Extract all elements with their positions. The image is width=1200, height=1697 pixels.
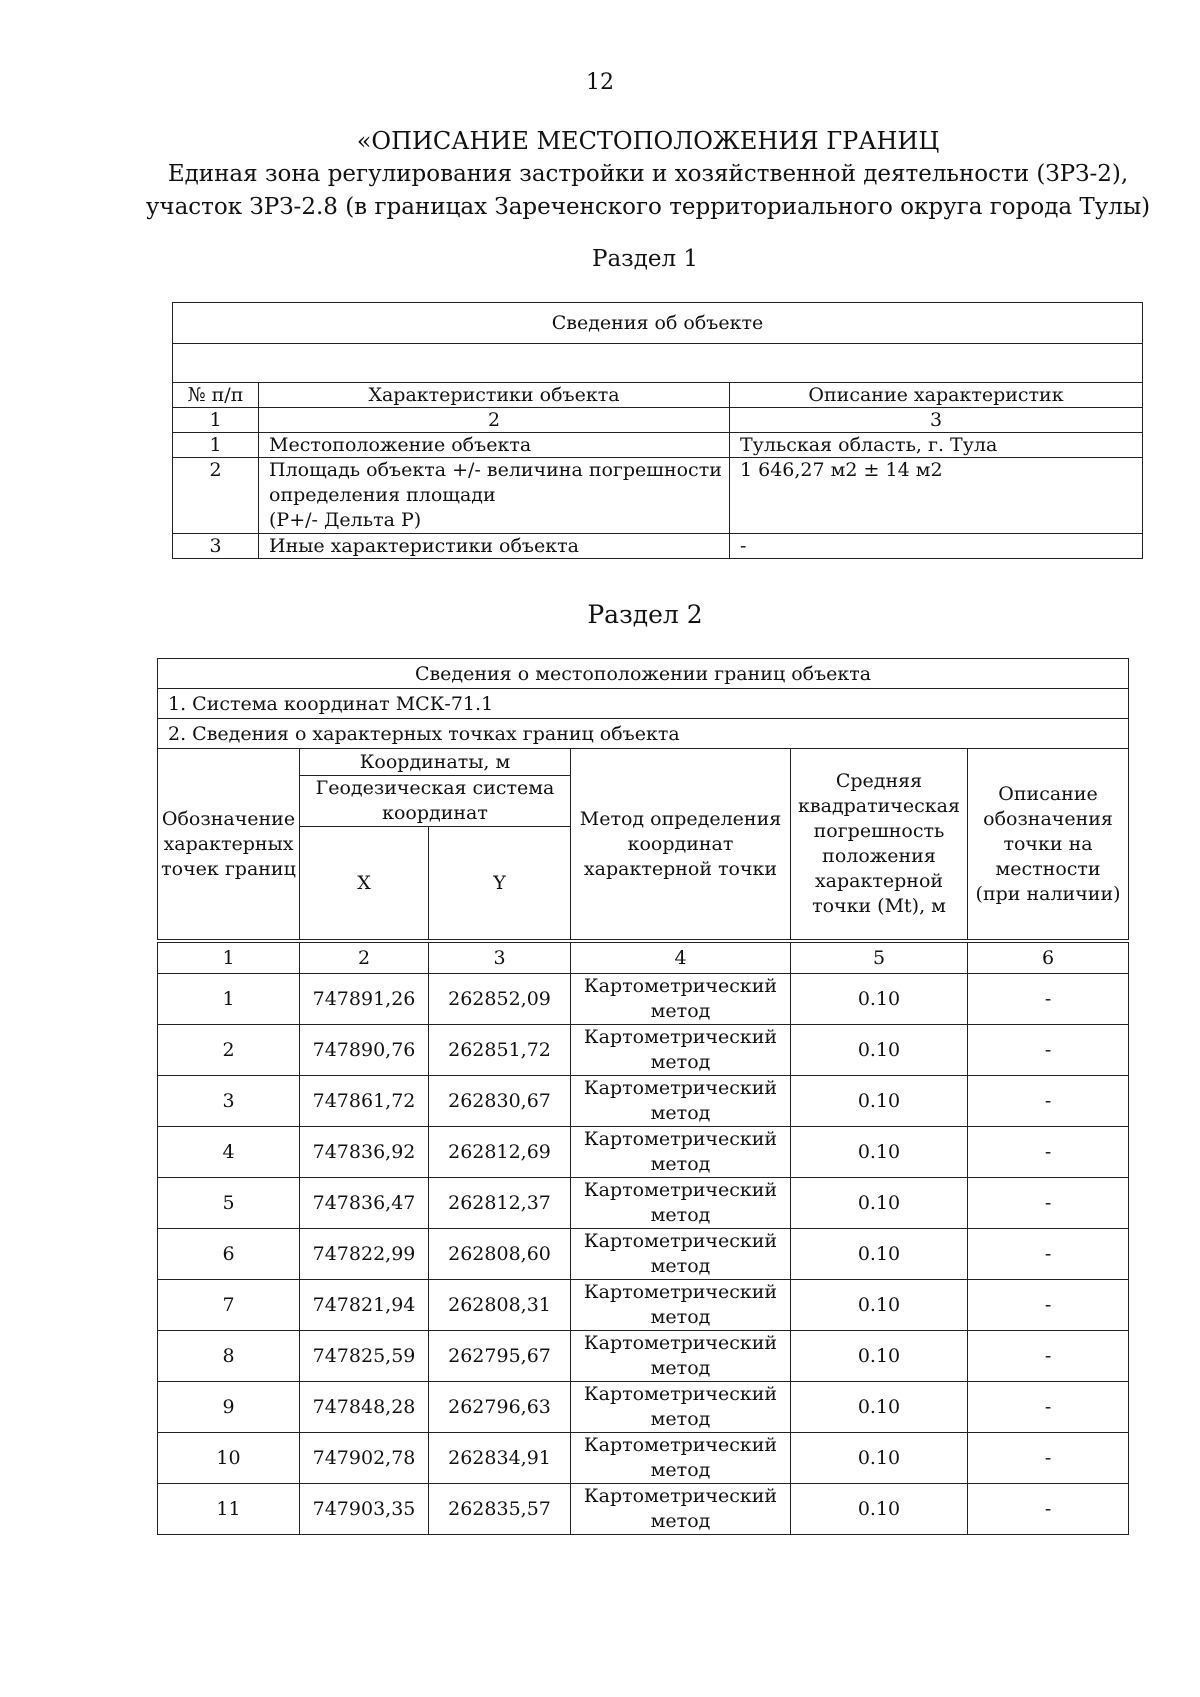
header-coords: Координаты, м <box>300 749 571 776</box>
object-info-table <box>172 302 1143 559</box>
point-number: 2 <box>158 1025 300 1076</box>
row-characteristic <box>259 458 730 534</box>
point-error: 0.10 <box>791 1229 968 1280</box>
boundary-points-table <box>157 658 1129 1535</box>
header-error <box>791 749 968 942</box>
row-value: - <box>730 534 1143 559</box>
method-line: метод <box>650 1204 711 1226</box>
point-error: 0.10 <box>791 1433 968 1484</box>
point-method <box>571 1484 791 1535</box>
point-method <box>571 1076 791 1127</box>
point-x: 747890,76 <box>300 1025 429 1076</box>
method-line: Картометрический <box>583 1026 778 1048</box>
point-description: - <box>968 1229 1129 1280</box>
point-error: 0.10 <box>791 1280 968 1331</box>
table-row <box>158 1382 1129 1433</box>
header-line: квадратическая <box>798 795 960 817</box>
method-line: метод <box>650 1408 711 1430</box>
row-value: Тульская область, г. Тула <box>730 433 1143 458</box>
point-x: 747861,72 <box>300 1076 429 1127</box>
col-number: 3 <box>730 408 1143 433</box>
point-x: 747836,47 <box>300 1178 429 1229</box>
point-y: 262808,60 <box>429 1229 571 1280</box>
header-line: обозначения <box>983 807 1113 830</box>
method-line: метод <box>650 1306 711 1328</box>
col-number: 2 <box>259 408 730 433</box>
point-number: 5 <box>158 1178 300 1229</box>
method-line: метод <box>650 1357 711 1379</box>
table-row <box>158 1331 1129 1382</box>
col-number: 3 <box>429 941 571 974</box>
col-number: 1 <box>173 408 259 433</box>
point-method <box>571 974 791 1025</box>
point-y: 262796,63 <box>429 1382 571 1433</box>
row-characteristic-line: (P+/- Дельта P) <box>269 509 422 531</box>
col-number: 2 <box>300 941 429 974</box>
object-info-title: Сведения об объекте <box>173 303 1143 344</box>
point-description: - <box>968 1382 1129 1433</box>
point-description: - <box>968 1280 1129 1331</box>
table-row <box>158 1025 1129 1076</box>
point-description: - <box>968 1484 1129 1535</box>
point-method <box>571 1025 791 1076</box>
point-y: 262812,69 <box>429 1127 571 1178</box>
row-num: 2 <box>173 458 259 534</box>
header-line: положения <box>822 845 936 867</box>
table-row <box>158 974 1129 1025</box>
row-num: 1 <box>173 433 259 458</box>
header-geo-system <box>300 776 571 827</box>
header-line: характерных <box>163 832 294 855</box>
point-number: 8 <box>158 1331 300 1382</box>
header-line: точки на <box>1003 832 1093 855</box>
method-line: Картометрический <box>583 1485 778 1507</box>
point-description: - <box>968 1025 1129 1076</box>
point-method <box>571 1280 791 1331</box>
method-line: Картометрический <box>583 1077 778 1099</box>
method-line: метод <box>650 1102 711 1124</box>
title-line-1: «ОПИСАНИЕ МЕСТОПОЛОЖЕНИЯ ГРАНИЦ <box>356 127 940 155</box>
header-line: Геодезическая система <box>315 777 555 799</box>
point-number: 1 <box>158 974 300 1025</box>
point-x: 747825,59 <box>300 1331 429 1382</box>
header-line: характерной точки <box>583 857 778 880</box>
header-line: точек границ <box>161 857 296 880</box>
header-method <box>571 749 791 942</box>
point-y: 262812,37 <box>429 1178 571 1229</box>
point-x: 747891,26 <box>300 974 429 1025</box>
header-line: координат <box>627 832 734 855</box>
boundary-table-title: Сведения о местоположении границ объекта <box>158 659 1129 689</box>
points-title: 2. Сведения о характерных точках границ объекта <box>158 719 1129 749</box>
method-line: Картометрический <box>583 1179 778 1201</box>
point-description: - <box>968 974 1129 1025</box>
method-line: Картометрический <box>583 1128 778 1150</box>
header-line: характерной <box>814 870 944 892</box>
col-number: 1 <box>158 941 300 974</box>
point-y: 262852,09 <box>429 974 571 1025</box>
header-characteristics: Характеристики объекта <box>259 383 730 408</box>
col-number: 6 <box>968 941 1129 974</box>
col-number: 5 <box>791 941 968 974</box>
header-line: координат <box>382 802 488 824</box>
document-title <box>0 125 1200 224</box>
header-line: точки (Mt), м <box>812 895 946 917</box>
row-characteristic-line: Площадь объекта +/- величина погрешности <box>269 459 722 481</box>
point-x: 747821,94 <box>300 1280 429 1331</box>
point-error: 0.10 <box>791 974 968 1025</box>
point-description: - <box>968 1076 1129 1127</box>
table-row <box>158 1127 1129 1178</box>
table-row <box>158 1178 1129 1229</box>
point-x: 747903,35 <box>300 1484 429 1535</box>
header-line: местности <box>995 857 1101 880</box>
point-error: 0.10 <box>791 1382 968 1433</box>
point-y: 262830,67 <box>429 1076 571 1127</box>
table-row <box>173 458 1143 534</box>
section-2-heading: Раздел 2 <box>587 600 703 629</box>
point-error: 0.10 <box>791 1127 968 1178</box>
header-line: Средняя <box>835 770 923 792</box>
header-x: X <box>300 827 429 942</box>
point-error: 0.10 <box>791 1331 968 1382</box>
method-line: метод <box>650 1459 711 1481</box>
row-characteristic: Иные характеристики объекта <box>259 534 730 559</box>
method-line: метод <box>650 1153 711 1175</box>
point-y: 262808,31 <box>429 1280 571 1331</box>
title-line-3: участок ЗРЗ-2.8 (в границах Зареченского территориального округа города Тулы) <box>145 194 1151 220</box>
point-number: 9 <box>158 1382 300 1433</box>
method-line: Картометрический <box>583 1332 778 1354</box>
table-row <box>173 534 1143 559</box>
table-row <box>158 1280 1129 1331</box>
section-1-heading: Раздел 1 <box>591 246 699 272</box>
row-value: 1 646,27 м2 ± 14 м2 <box>730 458 1143 534</box>
header-description: Описание характеристик <box>730 383 1143 408</box>
coordinate-system: 1. Система координат МСК-71.1 <box>158 689 1129 719</box>
header-line: погрешность <box>813 820 945 842</box>
method-line: метод <box>650 1255 711 1277</box>
point-y: 262835,57 <box>429 1484 571 1535</box>
point-number: 10 <box>158 1433 300 1484</box>
table-row <box>173 433 1143 458</box>
point-x: 747822,99 <box>300 1229 429 1280</box>
method-line: Картометрический <box>583 1281 778 1303</box>
point-x: 747902,78 <box>300 1433 429 1484</box>
point-number: 6 <box>158 1229 300 1280</box>
row-num: 3 <box>173 534 259 559</box>
method-line: Картометрический <box>583 1230 778 1252</box>
point-method <box>571 1331 791 1382</box>
point-number: 11 <box>158 1484 300 1535</box>
method-line: Картометрический <box>583 975 778 997</box>
row-characteristic-line: определения площади <box>269 484 496 506</box>
method-line: Картометрический <box>583 1434 778 1456</box>
title-line-2: Единая зона регулирования застройки и хозяйственной деятельности (ЗРЗ-2), <box>167 161 1129 187</box>
point-error: 0.10 <box>791 1484 968 1535</box>
point-method <box>571 1433 791 1484</box>
point-y: 262851,72 <box>429 1025 571 1076</box>
point-error: 0.10 <box>791 1025 968 1076</box>
point-error: 0.10 <box>791 1076 968 1127</box>
header-y: Y <box>429 827 571 942</box>
table-row <box>158 1433 1129 1484</box>
point-description: - <box>968 1433 1129 1484</box>
point-method <box>571 1382 791 1433</box>
point-x: 747836,92 <box>300 1127 429 1178</box>
header-line: Обозначение <box>161 807 296 830</box>
header-line: (при наличии) <box>975 882 1121 905</box>
table-row <box>158 1076 1129 1127</box>
method-line: метод <box>650 1000 711 1022</box>
row-characteristic: Местоположение объекта <box>259 433 730 458</box>
header-line: Описание <box>998 782 1098 805</box>
point-description: - <box>968 1178 1129 1229</box>
col-number: 4 <box>571 941 791 974</box>
point-number: 7 <box>158 1280 300 1331</box>
point-method <box>571 1178 791 1229</box>
header-description <box>968 749 1129 942</box>
point-error: 0.10 <box>791 1178 968 1229</box>
point-method <box>571 1229 791 1280</box>
point-number: 4 <box>158 1127 300 1178</box>
point-description: - <box>968 1331 1129 1382</box>
method-line: метод <box>650 1510 711 1532</box>
point-description: - <box>968 1127 1129 1178</box>
table-row <box>158 1229 1129 1280</box>
page-number: 12 <box>586 70 614 95</box>
table-row <box>158 1484 1129 1535</box>
point-y: 262795,67 <box>429 1331 571 1382</box>
header-designation <box>158 749 300 942</box>
header-num: № п/п <box>173 383 259 408</box>
point-x: 747848,28 <box>300 1382 429 1433</box>
header-line: Метод определения <box>579 807 782 830</box>
empty-row <box>173 344 1143 383</box>
point-number: 3 <box>158 1076 300 1127</box>
method-line: метод <box>650 1051 711 1073</box>
point-y: 262834,91 <box>429 1433 571 1484</box>
method-line: Картометрический <box>583 1383 778 1405</box>
point-method <box>571 1127 791 1178</box>
